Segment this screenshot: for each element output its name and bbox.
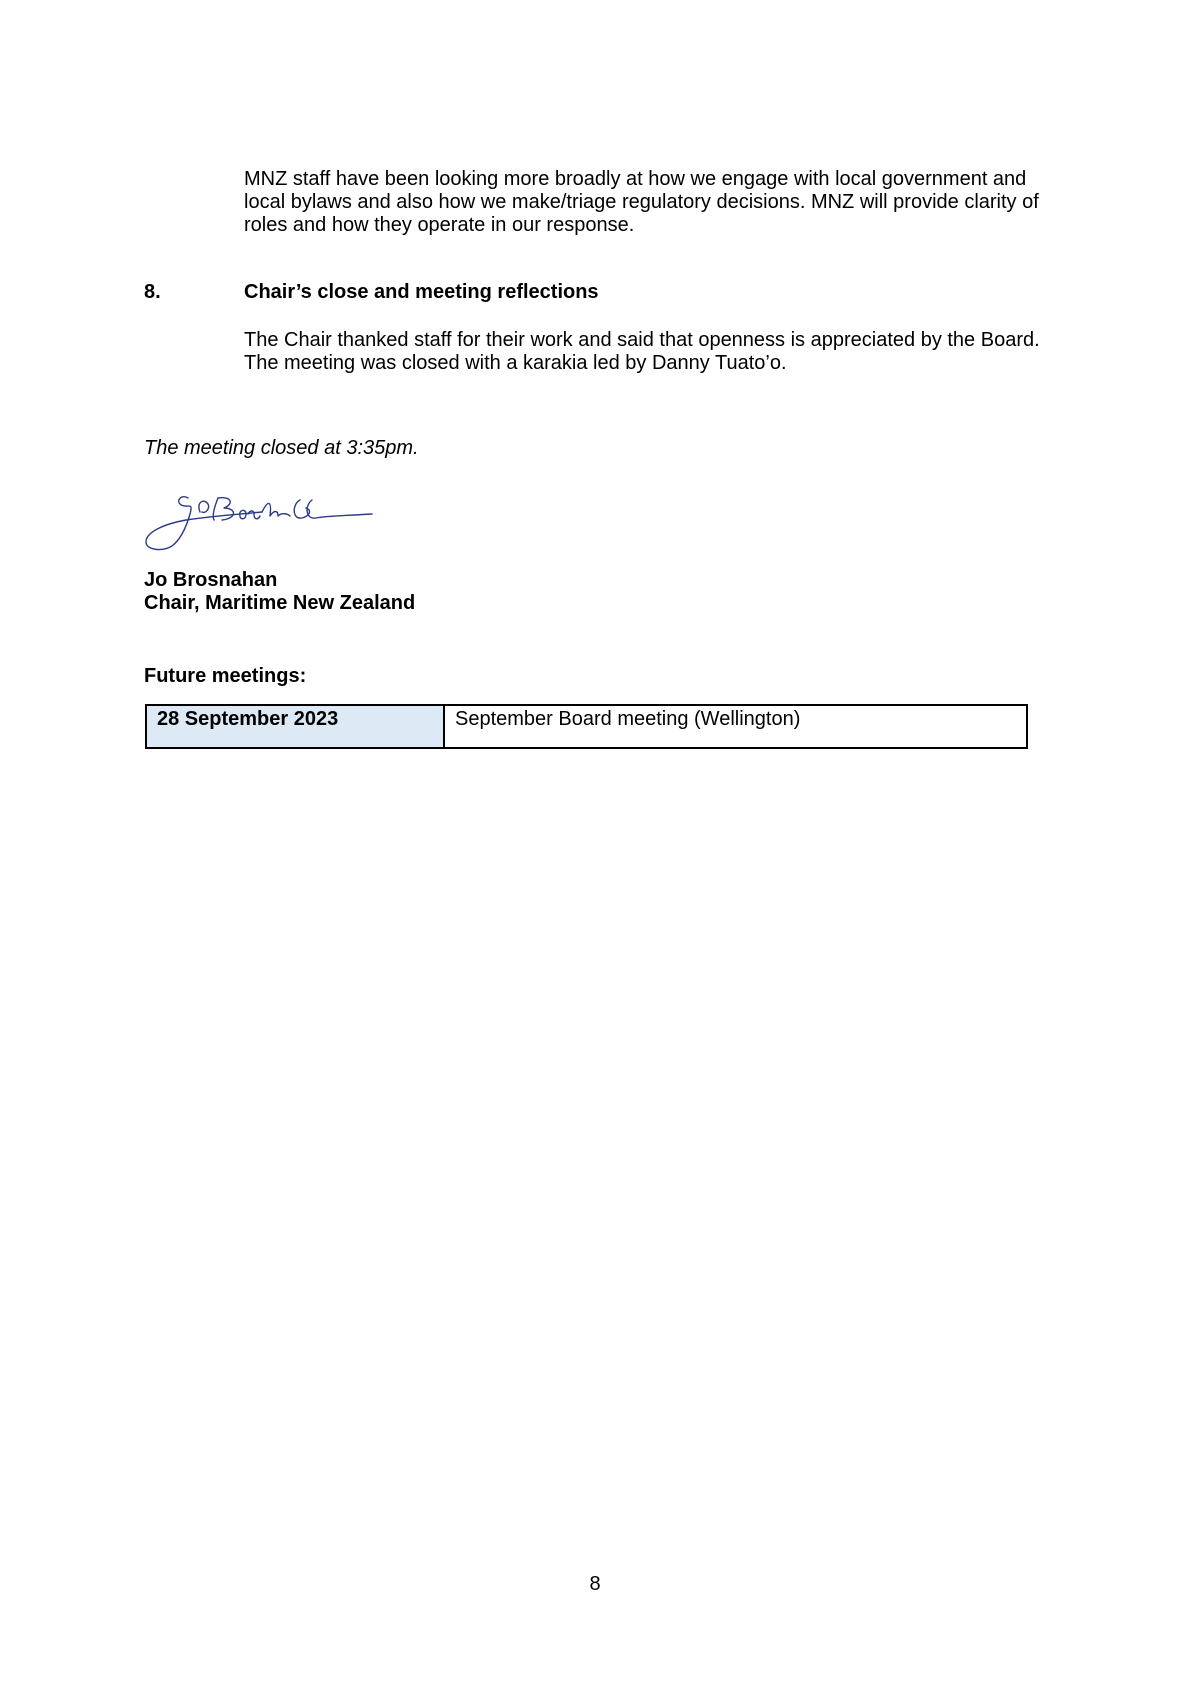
signatory-name: Jo Brosnahan bbox=[144, 569, 278, 591]
section-body-line: The Chair thanked staff for their work and said that openness is appreciated by the Board. bbox=[244, 329, 1040, 351]
intro-line: local bylaws and also how we make/triage regulatory decisions. MNZ will provide clarity of bbox=[244, 191, 1039, 213]
closing-note: The meeting closed at 3:35pm. bbox=[144, 437, 419, 459]
future-meetings-heading: Future meetings: bbox=[144, 665, 307, 687]
section-number: 8. bbox=[144, 281, 161, 303]
section-body-line: The meeting was closed with a karakia led by Danny Tuato’o. bbox=[244, 352, 787, 374]
section-body bbox=[244, 329, 1074, 375]
intro-line: roles and how they operate in our response. bbox=[244, 214, 635, 236]
page-number: 8 bbox=[589, 1573, 601, 1595]
table-row bbox=[146, 705, 1027, 748]
meeting-date: 28 September 2023 bbox=[146, 705, 444, 748]
signatory-block bbox=[144, 569, 415, 615]
signature-icon bbox=[142, 490, 392, 552]
meeting-description: September Board meeting (Wellington) bbox=[444, 705, 1027, 748]
intro-paragraph bbox=[244, 168, 1074, 237]
section-heading: Chair’s close and meeting reflections bbox=[244, 281, 599, 303]
intro-line: MNZ staff have been looking more broadly at how we engage with local government and bbox=[244, 168, 1027, 190]
signatory-title: Chair, Maritime New Zealand bbox=[144, 592, 416, 614]
future-meetings-table bbox=[145, 704, 1028, 749]
